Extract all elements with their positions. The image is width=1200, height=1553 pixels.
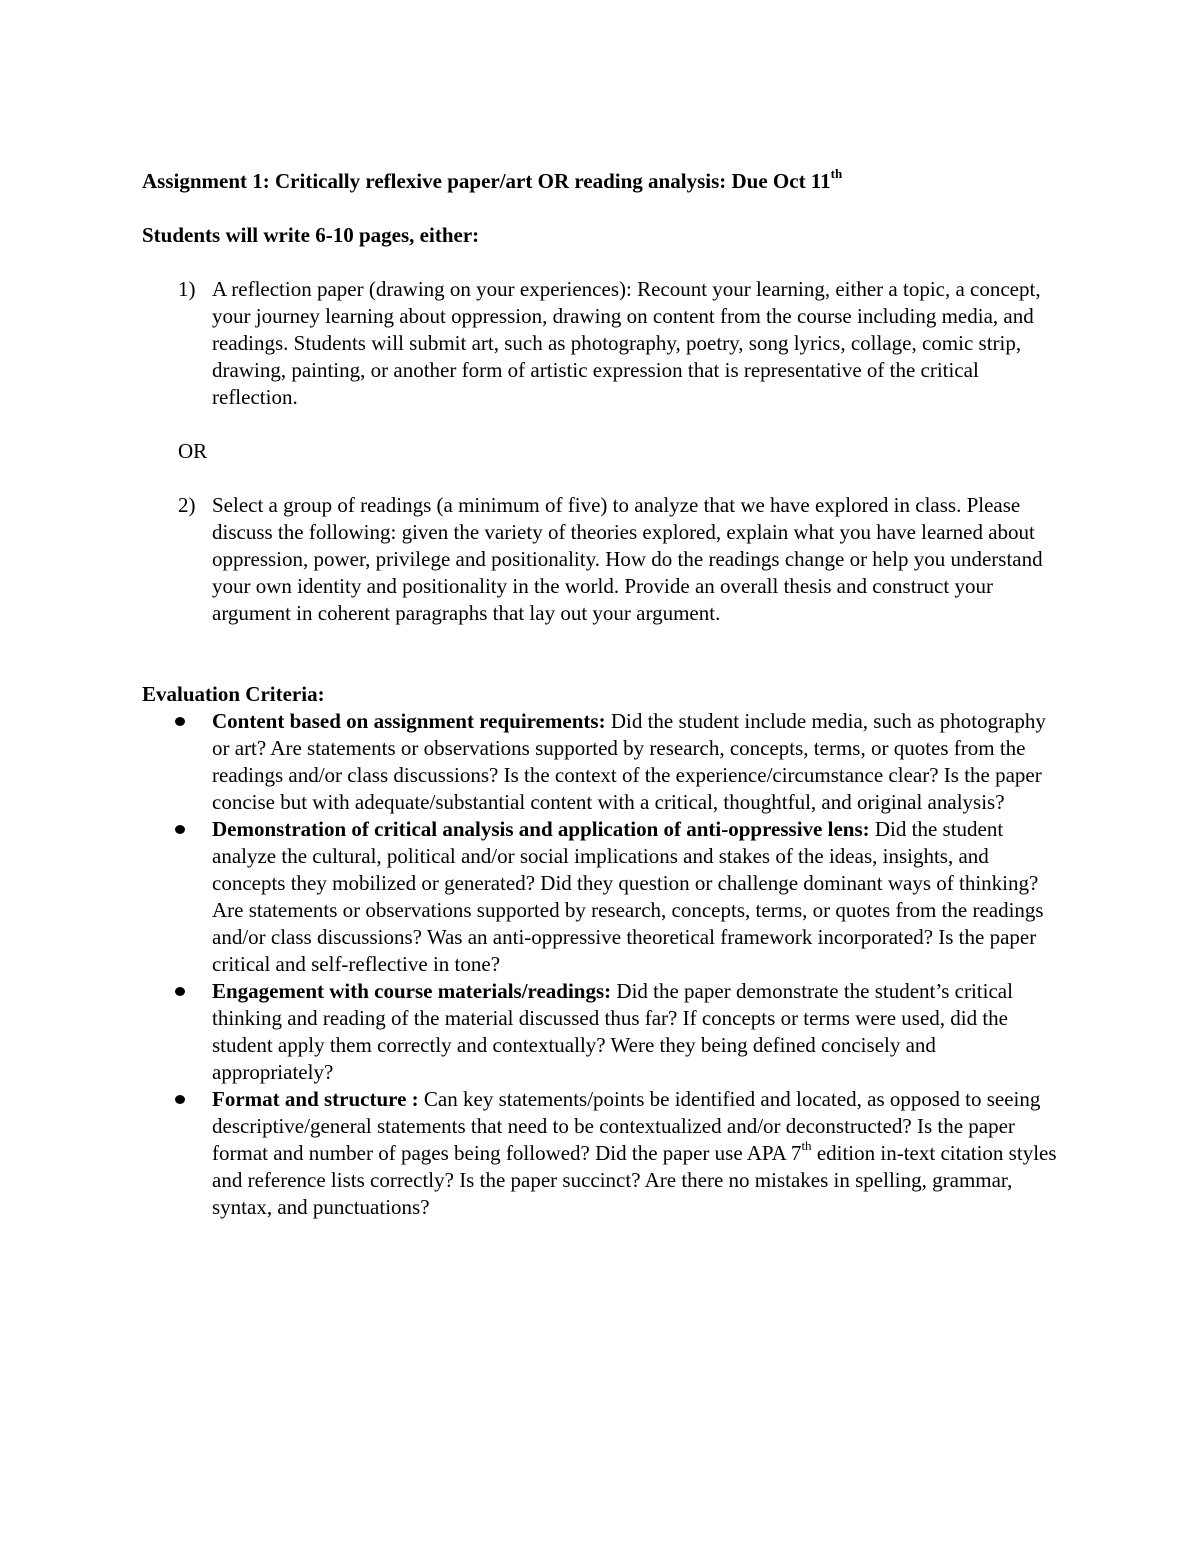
option-text: A reflection paper (drawing on your experiences): Recount your learning, either a topic, a concept, your journey learning about oppression, drawing on content from the course including media, and readings. Students will submit art, such as photography, poetry, song lyrics, collage, comic strip, drawing, painting, or another form of artistic expression that is representative of the critical reflection. (212, 277, 1041, 409)
criteria-item (142, 1086, 1062, 1221)
assignment-title-text: Assignment 1: Critically reflexive paper/art OR reading analysis: Due Oct 11 (142, 169, 831, 193)
criteria-text: Did the student include media, such as photography or art? Are statements or observations supported by research, concepts, terms, or quotes from the readings and/or class discussions? Is the context of the experience/circumstance clear? Is the paper concise but with adequate/substantial content with a critical, thoughtful, and original analysis? (212, 709, 1046, 814)
option-item (142, 492, 1062, 627)
criteria-superscript: th (801, 1138, 812, 1153)
criteria-text: Can key statements/points be identified and located, as opposed to seeing descriptive/general statements that need to be contextualized and/or deconstructed? Is the paper format and number of pages being followed? Did the paper use APA 7 (212, 1087, 1041, 1165)
document-page (142, 168, 1062, 1221)
option-number: 1) (178, 277, 196, 301)
options-list (142, 276, 1062, 627)
or-separator: OR (178, 439, 208, 463)
bullet-icon (175, 987, 185, 996)
criteria-text: Did the paper demonstrate the student’s critical thinking and reading of the material discussed thus far? If concepts or terms were used, did the student apply them correctly and contextually? Were they being defined concisely and appropriately? (212, 979, 1013, 1084)
criteria-text: Did the student analyze the cultural, political and/or social implications and stakes of the ideas, insights, and concepts they mobilized or generated? Did they question or challenge dominant ways of thinking? Are statements or observations supported by research, concepts, terms, or quotes from the readings and/or class discussions? Was an anti-oppressive theoretical framework incorporated? Is the paper critical and self-reflective in tone? (212, 817, 1044, 976)
criteria-item (142, 978, 1062, 1086)
evaluation-heading: Evaluation Criteria: (142, 682, 325, 706)
criteria-text-continued: edition in-text citation styles and reference lists correctly? Is the paper succinct? Are there no mistakes in spelling, grammar, syntax, and punctuations? (212, 1141, 1057, 1219)
bullet-icon (175, 717, 185, 726)
option-item (142, 276, 1062, 411)
bullet-icon (175, 1095, 185, 1104)
bullet-icon (175, 825, 185, 834)
criteria-item (142, 816, 1062, 978)
criteria-lead: Content based on assignment requirements: (212, 709, 606, 733)
criteria-lead: Format and structure : (212, 1087, 419, 1111)
criteria-lead: Engagement with course materials/readings: (212, 979, 612, 1003)
title-superscript: th (830, 166, 843, 181)
criteria-item (142, 708, 1062, 816)
assignment-title (142, 168, 1062, 195)
criteria-lead: Demonstration of critical analysis and application of anti-oppressive lens: (212, 817, 870, 841)
option-text: Select a group of readings (a minimum of five) to analyze that we have explored in class. Please discuss the following: given the variety of theories explored, explain what you have learned about oppression, power, privilege and positionality. How do the readings change or help you understand your own identity and positionality in the world. Provide an overall thesis and construct your argument in coherent paragraphs that lay out your argument. (212, 493, 1043, 625)
criteria-list (142, 708, 1062, 1221)
option-number: 2) (178, 493, 196, 517)
pages-instruction: Students will write 6-10 pages, either: (142, 223, 480, 247)
